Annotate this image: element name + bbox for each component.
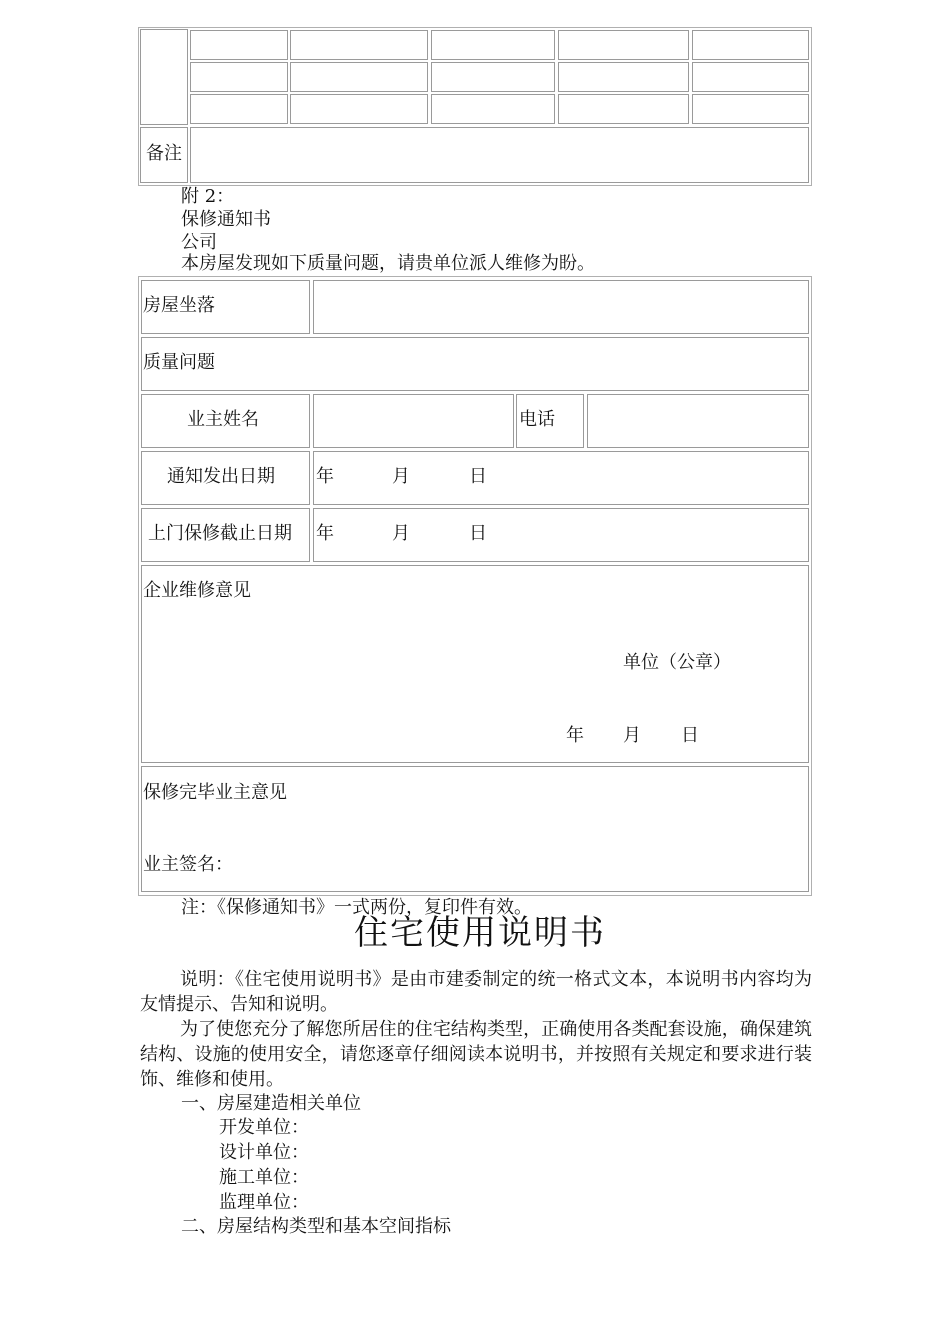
deadline-month: 月 bbox=[392, 523, 410, 544]
owner-name-label: 业主姓名 bbox=[187, 409, 259, 430]
builder-line: 施工单位： bbox=[219, 1167, 309, 1188]
appendix-label: 附 2： bbox=[181, 186, 235, 207]
table-cell bbox=[558, 94, 689, 124]
manual-paragraph-2: 为了使您充分了解您所居住的住宅结构类型，正确使用各类配套设施，确保建筑结构、设施的使用安全，请您逐章仔细阅读本说明书，并按照有关规定和要求进行装饰、维修和使用。 bbox=[140, 1019, 812, 1090]
form-intro: 本房屋发现如下质量问题，请贵单位派人维修为盼。 bbox=[181, 253, 595, 274]
table-cell bbox=[190, 30, 288, 60]
table-cell bbox=[431, 30, 555, 60]
table-cell bbox=[190, 62, 288, 92]
issue-year: 年 bbox=[316, 466, 334, 487]
designer-line: 设计单位： bbox=[219, 1142, 309, 1163]
issue-date-label: 通知发出日期 bbox=[167, 466, 275, 487]
remarks-label: 备注 bbox=[146, 143, 182, 164]
phone-label: 电话 bbox=[519, 409, 555, 430]
location-label: 房屋坐落 bbox=[143, 295, 215, 316]
location-value-cell bbox=[313, 280, 809, 334]
remarks-value-cell bbox=[190, 127, 809, 183]
table-cell bbox=[692, 94, 809, 124]
enterprise-year: 年 bbox=[566, 725, 584, 746]
table-cell bbox=[190, 94, 288, 124]
issue-month: 月 bbox=[392, 466, 410, 487]
top-table-left-cell bbox=[140, 29, 188, 125]
unit-seal: 单位（公章） bbox=[623, 652, 731, 673]
manual-paragraph-1: 说明：《住宅使用说明书》是由市建委制定的统一格式文本，本说明书内容均为友情提示、告知和说明。 bbox=[140, 969, 812, 1015]
issue-day: 日 bbox=[469, 466, 487, 487]
table-cell bbox=[558, 62, 689, 92]
table-cell bbox=[692, 62, 809, 92]
table-cell bbox=[692, 30, 809, 60]
deadline-label: 上门保修截止日期 bbox=[148, 523, 292, 544]
form-title: 保修通知书 bbox=[181, 209, 271, 230]
owner-name-value-cell bbox=[313, 394, 514, 448]
problem-label: 质量问题 bbox=[143, 352, 215, 373]
table-cell bbox=[431, 62, 555, 92]
table-cell bbox=[290, 30, 428, 60]
enterprise-opinion-label: 企业维修意见 bbox=[143, 580, 251, 601]
table-cell bbox=[290, 94, 428, 124]
table-cell bbox=[558, 30, 689, 60]
manual-title: 住宅使用说明书 bbox=[354, 913, 606, 953]
table-cell bbox=[431, 94, 555, 124]
problem-row bbox=[141, 337, 809, 391]
section-2-heading: 二、房屋结构类型和基本空间指标 bbox=[181, 1216, 451, 1237]
table-cell bbox=[290, 62, 428, 92]
developer-line: 开发单位： bbox=[219, 1117, 309, 1138]
issue-date-value-cell bbox=[313, 451, 809, 505]
supervisor-line: 监理单位： bbox=[219, 1192, 309, 1213]
deadline-year: 年 bbox=[316, 523, 334, 544]
form-note: 注：《保修通知书》一式两份，复印件有效。 bbox=[181, 897, 532, 918]
deadline-day: 日 bbox=[469, 523, 487, 544]
owner-opinion-label: 保修完毕业主意见 bbox=[143, 782, 287, 803]
owner-signature-label: 业主签名： bbox=[143, 854, 233, 875]
phone-value-cell bbox=[587, 394, 809, 448]
enterprise-month: 月 bbox=[623, 725, 641, 746]
enterprise-day: 日 bbox=[681, 725, 699, 746]
company-line: 公司 bbox=[181, 232, 217, 253]
deadline-value-cell bbox=[313, 508, 809, 562]
section-1-heading: 一、房屋建造相关单位 bbox=[181, 1093, 361, 1114]
